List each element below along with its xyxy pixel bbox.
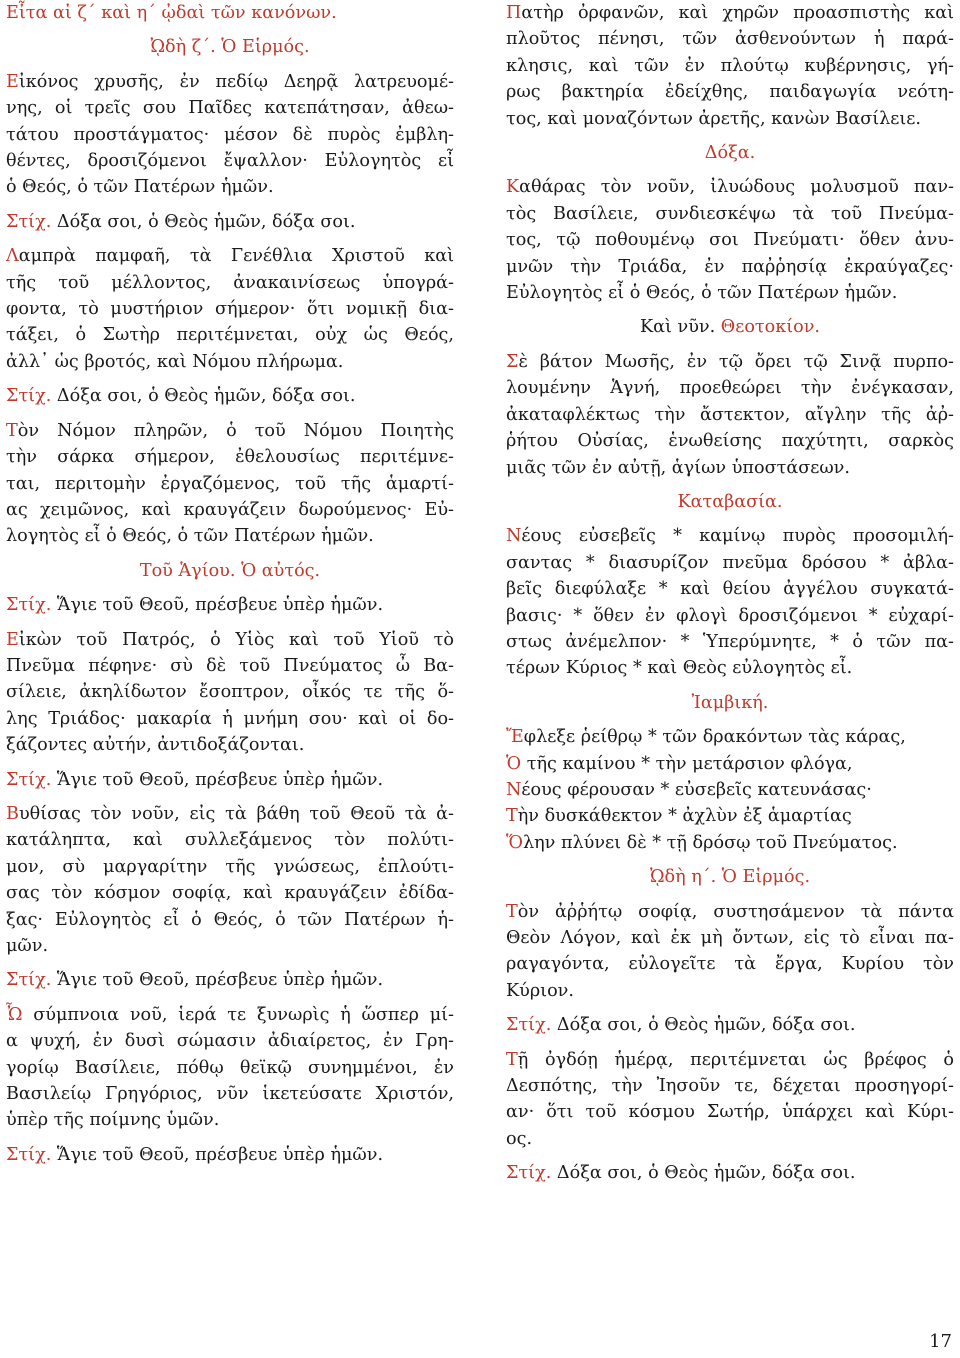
line-text: λης Τριάδος· μακαρία ἡ μνήμη σου· καὶ οἱ δο- — [6, 708, 454, 729]
text-line — [6, 1002, 454, 1028]
line-text: τῆς καμίνου * τὴν μετάρσιον φλόγα, — [521, 753, 853, 774]
verse-line — [506, 1012, 954, 1038]
line-text: μιᾶς τῶν ἐν αὐτῇ, ἁγίων ὑποστάσεων. — [506, 457, 850, 478]
line-text: αν· ὅτι τοῦ κόσμου Σωτήρ, ὑπάρχει καὶ Κύρι- — [506, 1102, 954, 1123]
text-line — [506, 53, 954, 79]
text-line — [6, 270, 454, 296]
text-line — [6, 148, 454, 174]
initial-letter: Ἔ — [506, 727, 524, 748]
text-line — [506, 26, 954, 52]
text-line — [6, 497, 454, 523]
text-line — [506, 899, 954, 925]
text-line — [6, 679, 454, 705]
line-text: Πνεῦμα πέφηνε· σὺ δὲ τοῦ Πνεύματος ὦ Βα- — [6, 655, 454, 676]
initial-letter: Β — [6, 803, 19, 824]
section-heading: Ἰαμβική. — [691, 692, 769, 713]
text-line — [506, 106, 954, 132]
verse-label: Στίχ. — [6, 386, 52, 407]
line-text: σύμπνοια νοῦ, ἱερά τε ξυνωρὶς ἡ ὥσπερ μί- — [22, 1004, 454, 1025]
initial-letter: Τ — [506, 1049, 518, 1070]
iambic-line — [506, 830, 954, 856]
line-text: Δεσπότης, τὴν Ἰησοῦν τε, δέχεται προσηγορί- — [506, 1076, 954, 1097]
line-text: ἀλλ᾽ ὡς βροτός, καὶ Νόμου πλήρωμα. — [6, 351, 344, 372]
initial-letter: Σ — [506, 351, 519, 372]
verse-line — [6, 209, 454, 235]
text-line — [506, 0, 954, 26]
hymn-paragraph — [506, 1047, 954, 1153]
line-text: λην πλύνει δὲ * τῇ δρόσῳ τοῦ Πνεύματος. — [522, 832, 898, 853]
line-text: ὑπὲρ τῆς ποίμνης ὑμῶν. — [6, 1110, 220, 1131]
text-line — [506, 280, 954, 306]
text-line — [6, 296, 454, 322]
line-text: ὸν ἀῤῥήτῳ σοφίᾳ, συστησάμενον τὰ πάντα — [517, 901, 954, 922]
initial-letter: Ε — [6, 71, 19, 92]
verse-text: Ἅγιε τοῦ Θεοῦ, πρέσβευε ὑπὲρ ἡμῶν. — [51, 970, 384, 991]
page-number: 17 — [929, 1331, 952, 1352]
line-text: τος, καὶ μοναζόντων ἀρετῆς, κανὼν Βασίλειε. — [506, 108, 921, 129]
text-line — [506, 402, 954, 428]
heading-text: Θεοτοκίον. — [715, 317, 821, 338]
hymn-paragraph — [6, 801, 454, 959]
text-line — [6, 174, 454, 200]
right-column — [506, 0, 954, 1195]
verse-text: Δόξα σοι, ὁ Θεὸς ἡμῶν, δόξα σοι. — [551, 1163, 856, 1184]
line-text: ατὴρ ὀρφανῶν, καὶ χηρῶν προασπιστὴς καὶ — [521, 3, 954, 23]
line-text: βεῖς διεφύλαξε * καὶ θείου ἀγγέλου συγκατά- — [506, 579, 954, 600]
section-heading: Τοῦ Ἁγίου. Ὁ αὐτός. — [139, 560, 321, 581]
section-heading: ᾨδὴ ζ΄. Ὁ Εἱρμός. — [150, 37, 310, 58]
line-text: τέρων Κύριος * καὶ Θεὸς εὐλογητὸς εἶ. — [506, 658, 853, 679]
initial-letter: Τ — [506, 806, 518, 827]
iambic-line — [506, 803, 954, 829]
line-text: τος, τῷ ποθουμένῳ σοι Πνεύματι· ὅθεν ἀνυ- — [506, 230, 954, 251]
text-line — [506, 428, 954, 454]
section-heading: Εἶτα αἱ ζ΄ καὶ η΄ ᾠδαὶ τῶν κανόνων. — [6, 3, 337, 23]
verse-label: Στίχ. — [506, 1015, 552, 1036]
text-line — [6, 1081, 454, 1107]
line-text: ος. — [506, 1128, 533, 1149]
line-text: έους εὐσεβεῖς * καμίνῳ πυρὸς προσομιλή- — [521, 526, 954, 547]
line-text: θέντες, δροσιζόμενοι ἔψαλλον· Εὐλογητὸς εἶ — [6, 151, 454, 172]
line-text: Κύριον. — [506, 980, 574, 1001]
line-text: τάτου προστάγματος· μέσον δὲ πυρὸς ἐμβλη- — [6, 124, 454, 145]
line-text: κλησις, καὶ τῶν ἐν πλούτῳ κυβέρνησις, γή- — [506, 55, 954, 76]
text-line — [506, 174, 954, 200]
section-heading: Δόξα. — [704, 143, 756, 164]
text-line — [6, 732, 454, 758]
line-text: λογητὸς εἶ ὁ Θεός, ὁ τῶν Πατέρων ἡμῶν. — [6, 526, 374, 547]
verse-line — [506, 1160, 954, 1186]
heading-text: Καὶ νῦν. — [639, 317, 716, 338]
text-line — [6, 523, 454, 549]
text-line — [506, 603, 954, 629]
text-line — [6, 706, 454, 732]
text-line — [6, 907, 454, 933]
line-text: ἰκὼν τοῦ Πατρός, ὁ Υἱὸς καὶ τοῦ Υἱοῦ τὸ — [18, 629, 454, 650]
verse-text: Δόξα σοι, ὁ Θεὸς ἡμῶν, δόξα σοι. — [51, 386, 356, 407]
hymn-paragraph — [6, 69, 454, 201]
text-line — [506, 227, 954, 253]
text-line — [506, 655, 954, 681]
line-text: τάξει, ὁ Σωτὴρ περιτέμνεται, οὐχ ὡς Θεός, — [6, 325, 454, 346]
line-text: κατάληπτα, καὶ συλλεξάμενος τὸν πολύτι- — [6, 830, 454, 851]
verse-line — [6, 592, 454, 618]
line-text: φοντα, τὸ μυστήριον σήμερον· ὅτι νομικῇ δια- — [6, 299, 454, 320]
line-text: ῥήτου Οὐσίας, ἑνωθείσης παχύτητι, σαρκὸς — [506, 431, 954, 452]
hymn-paragraph — [6, 627, 454, 759]
line-text: τῆς τοῦ μέλλοντος, ἀνακαινίσεως ὑπογρά- — [6, 272, 454, 293]
initial-letter: Ὁ — [506, 753, 522, 774]
line-text: αθάρας τὸν νοῦν, ἰλυώδους μολυσμοῦ παν- — [519, 177, 954, 198]
verse-text: Ἅγιε τοῦ Θεοῦ, πρέσβευε ὑπὲρ ἡμῶν. — [51, 1144, 384, 1165]
hymn-paragraph — [6, 418, 454, 550]
verse-text: Δόξα σοι, ὁ Θεὸς ἡμῶν, δόξα σοι. — [51, 211, 356, 232]
text-line — [6, 1107, 454, 1133]
line-text: έους φέρουσαν * εὐσεβεῖς κατευνάσας· — [521, 779, 872, 800]
initial-letter: Ὅ — [506, 832, 523, 853]
hymn-paragraph — [506, 0, 954, 132]
initial-letter: Ν — [506, 526, 522, 547]
text-line — [506, 978, 954, 1004]
verse-line — [6, 967, 454, 993]
hymn-paragraph — [506, 349, 954, 481]
iambic-verses — [506, 724, 954, 856]
initial-letter: Ὦ — [6, 1004, 23, 1025]
initial-letter: Ν — [506, 779, 522, 800]
text-line — [6, 95, 454, 121]
line-text: πλοῦτος πένησι, τῶν ἀσθενούντων ἡ παρά- — [506, 29, 954, 50]
line-text: αμπρὰ παμφαῆ, τὰ Γενέθλια Χριστοῦ καὶ — [18, 246, 454, 267]
line-text: φλεξε ῥείθρῳ * τῶν δρακόντων τὰς κάρας, — [523, 727, 906, 748]
line-text: Βασιλείῳ Γρηγόριος, νῦν ἱκετεύσατε Χριστόν, — [6, 1084, 454, 1105]
section-heading: Καταβασία. — [677, 491, 783, 512]
hymn-paragraph — [6, 243, 454, 375]
line-text: ρως βακτηρία ἐδείχθης, παιδαγωγία νεότη- — [506, 82, 954, 103]
section-heading — [506, 314, 954, 340]
verse-line — [6, 1142, 454, 1168]
text-line — [506, 550, 954, 576]
text-line — [506, 523, 954, 549]
text-line — [6, 827, 454, 853]
initial-letter: Π — [506, 3, 522, 23]
text-line — [6, 1028, 454, 1054]
hymn-paragraph — [6, 1002, 454, 1134]
verse-label: Στίχ. — [6, 595, 52, 616]
initial-letter: Τ — [6, 420, 18, 441]
line-text: ἀκαταφλέκτως τὴν ἄστεκτον, αἴγλην τῆς ἀῤ- — [506, 404, 954, 425]
text-line — [506, 79, 954, 105]
text-line — [506, 1047, 954, 1073]
initial-letter: Τ — [506, 901, 518, 922]
text-line — [6, 349, 454, 375]
text-line — [506, 951, 954, 977]
initial-letter: Ε — [6, 629, 19, 650]
iambic-line — [506, 724, 954, 750]
line-text: ραγαγόντα, εὐλογεῖτε τὰ ἔργα, Κυρίου τὸν — [506, 954, 954, 975]
line-text: νης, οἱ τρεῖς σου Παῖδες κατεπάτησαν, ἀθεω- — [6, 98, 454, 119]
text-line — [506, 349, 954, 375]
line-text: ξάζοντες αὐτήν, ἀντιδοξάζονται. — [6, 735, 305, 756]
hymn-paragraph — [506, 523, 954, 681]
line-text: σίλειε, ἀκηλίδωτον ἔσοπτρον, οἶκός τε τῆς ὅ- — [6, 682, 454, 703]
line-text: ας χειμῶνος, καὶ κραυγάζειν δωρούμενος· Εὐ- — [6, 499, 454, 520]
verse-label: Στίχ. — [6, 1144, 52, 1165]
text-line — [6, 1055, 454, 1081]
line-text: α ψυχή, ἐν δυσὶ σώμασιν ἀδιαίρετος, ἐν Γρη- — [6, 1031, 454, 1052]
line-text: γορίῳ Βασίλειε, πόθῳ θεϊκῷ συνημμένοι, ἐν — [6, 1057, 454, 1078]
hymn-paragraph — [506, 899, 954, 1005]
text-line — [6, 880, 454, 906]
verse-label: Στίχ. — [506, 1163, 552, 1184]
text-line — [6, 627, 454, 653]
line-text: ἰκόνος χρυσῆς, ἐν πεδίῳ Δεηρᾷ λατρευομέ- — [18, 71, 454, 92]
line-text: ὲ βάτον Μωσῆς, ἐν τῷ ὄρει τῷ Σινᾷ πυρπο- — [518, 351, 954, 372]
text-line — [506, 629, 954, 655]
line-text: στως ἀνέμελπον· * Ὑπερύμνητε, * ὁ τῶν πα- — [506, 631, 954, 652]
text-line — [6, 322, 454, 348]
text-line — [506, 576, 954, 602]
line-text: Θεὸν Λόγον, καὶ ἐκ μὴ ὄντων, εἰς τὸ εἶναι πα- — [506, 928, 954, 948]
hymn-paragraph — [506, 174, 954, 306]
verse-text: Δόξα σοι, ὁ Θεὸς ἡμῶν, δόξα σοι. — [551, 1015, 856, 1036]
line-text: σαντας * διασυρίζον πνεῦμα δρόσου * ἀβλα- — [506, 552, 954, 573]
line-text: Εὐλογητὸς εἶ ὁ Θεός, ὁ τῶν Πατέρων ἡμῶν. — [506, 283, 898, 304]
text-line — [506, 201, 954, 227]
verse-label: Στίχ. — [6, 769, 52, 790]
line-text: μνῶν τὴν Τριάδα, ἐν παῤῥησίᾳ ἐκραύγαζες· — [506, 256, 954, 277]
line-text: ῇ ὀγδόῃ ἡμέρᾳ, περιτέμνεται ὡς βρέφος ὁ — [517, 1049, 954, 1070]
line-text: λουμένην Ἁγνή, προεθεώρει τὴν ἐνέγκασαν, — [506, 378, 954, 399]
text-line — [506, 254, 954, 280]
verse-text: Ἅγιε τοῦ Θεοῦ, πρέσβευε ὑπὲρ ἡμῶν. — [51, 769, 384, 790]
iambic-line — [506, 777, 954, 803]
line-text: ται, περιτομὴν ἐργαζόμενος, τοῦ τῆς ἁμαρτί- — [6, 473, 454, 494]
text-line — [6, 471, 454, 497]
verse-text: Ἅγιε τοῦ Θεοῦ, πρέσβευε ὑπὲρ ἡμῶν. — [51, 595, 384, 616]
text-line — [6, 653, 454, 679]
verse-line — [6, 383, 454, 409]
initial-letter: Κ — [506, 177, 520, 198]
verse-label: Στίχ. — [6, 970, 52, 991]
iambic-line — [506, 751, 954, 777]
line-text: υθίσας τὸν νοῦν, εἰς τὰ βάθη τοῦ Θεοῦ τὰ ἀ- — [18, 803, 454, 824]
line-text: ξας· Εὐλογητὸς εἶ ὁ Θεός, ὁ τῶν Πατέρων ἡ- — [6, 909, 454, 930]
text-line — [6, 418, 454, 444]
text-line — [6, 69, 454, 95]
line-text: ὴν δυσκάθεκτον * ἀχλὺν ἐξ ἁμαρτίας — [517, 806, 852, 827]
text-line — [6, 854, 454, 880]
text-line — [6, 444, 454, 470]
text-line — [506, 1099, 954, 1125]
text-line — [6, 933, 454, 959]
text-line — [506, 1073, 954, 1099]
line-text: σας τὸν κόσμον σοφίᾳ, καὶ κραυγάζειν ἐδίδα- — [6, 883, 454, 904]
initial-letter: Λ — [6, 246, 19, 267]
line-text: μον, σὺ μαργαρίτην τῆς γνώσεως, ἐπλούτι- — [6, 856, 454, 877]
text-line — [506, 1126, 954, 1152]
left-column — [6, 0, 454, 1176]
text-line — [506, 925, 954, 951]
section-heading: ᾨδὴ η΄. Ὁ Εἱρμός. — [649, 867, 811, 888]
text-line — [506, 375, 954, 401]
line-text: τὴν σάρκα σήμερον, ἐθελουσίως περιτέμνε- — [6, 447, 454, 468]
verse-label: Στίχ. — [6, 211, 52, 232]
line-text: ὁ Θεός, ὁ τῶν Πατέρων ἡμῶν. — [6, 177, 274, 198]
line-text: μῶν. — [6, 936, 49, 956]
text-line — [6, 122, 454, 148]
line-text: βασις· * ὅθεν ἐν φλογὶ δροσιζόμενοι * εὐχαρί- — [506, 605, 954, 626]
line-text: ὸν Νόμον πληρῶν, ὁ τοῦ Νόμου Ποιητὴς — [17, 420, 454, 441]
text-line — [6, 243, 454, 269]
verse-line — [6, 767, 454, 793]
text-line — [506, 455, 954, 481]
text-line — [6, 801, 454, 827]
line-text: τὸς Βασίλειε, συνδιεσκέψω τὰ τοῦ Πνεύμα- — [506, 203, 954, 224]
